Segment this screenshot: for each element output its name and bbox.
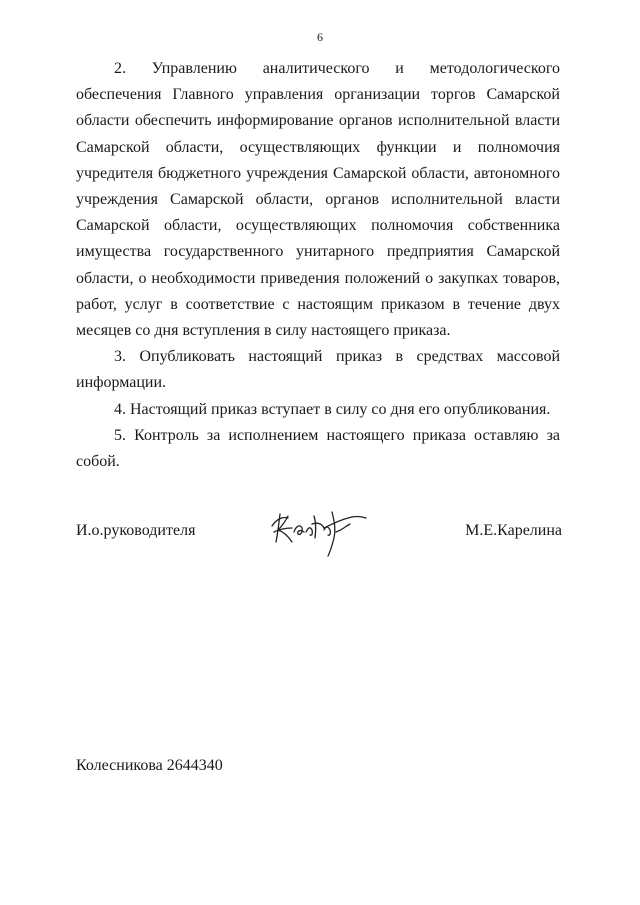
page-number: 6 <box>317 30 323 44</box>
signatory-name: М.Е.Карелина <box>465 522 562 539</box>
paragraph-4: 4. Настоящий приказ вступает в силу со дня его опубликования. <box>114 400 551 418</box>
signature-block <box>76 522 562 552</box>
document-body <box>76 56 560 475</box>
handwritten-signature <box>266 502 376 558</box>
paragraph-3: 3. Опубликовать настоящий приказ в средствах массовой информации. <box>76 348 560 392</box>
paragraph-5: 5. Контроль за исполнением настоящего приказа оставляю за собой. <box>76 426 560 471</box>
executor-contact: Колесникова 2644340 <box>76 757 223 774</box>
signatory-position: И.о.руководителя <box>76 522 196 539</box>
paragraph-2: 2. Управлению аналитического и методологического обеспечения Главного управления организации торгов Самарской области обеспечить информирование органов исполнительной власти Самарской области, осуществляющих функции и полномочия учредителя бюджетного учреждения Самарской области, автономного учреждения Самарской области, органов исполнительной власти Самарской области, осуществляющих полномочия собственника имущества государственного унитарного предприятия Самарской области, о необходимости приведения положений о закупках товаров, работ, услуг в соответствие с настоящим приказом в течение двух месяцев со дня вступления в силу настоящего приказа. <box>76 60 560 340</box>
